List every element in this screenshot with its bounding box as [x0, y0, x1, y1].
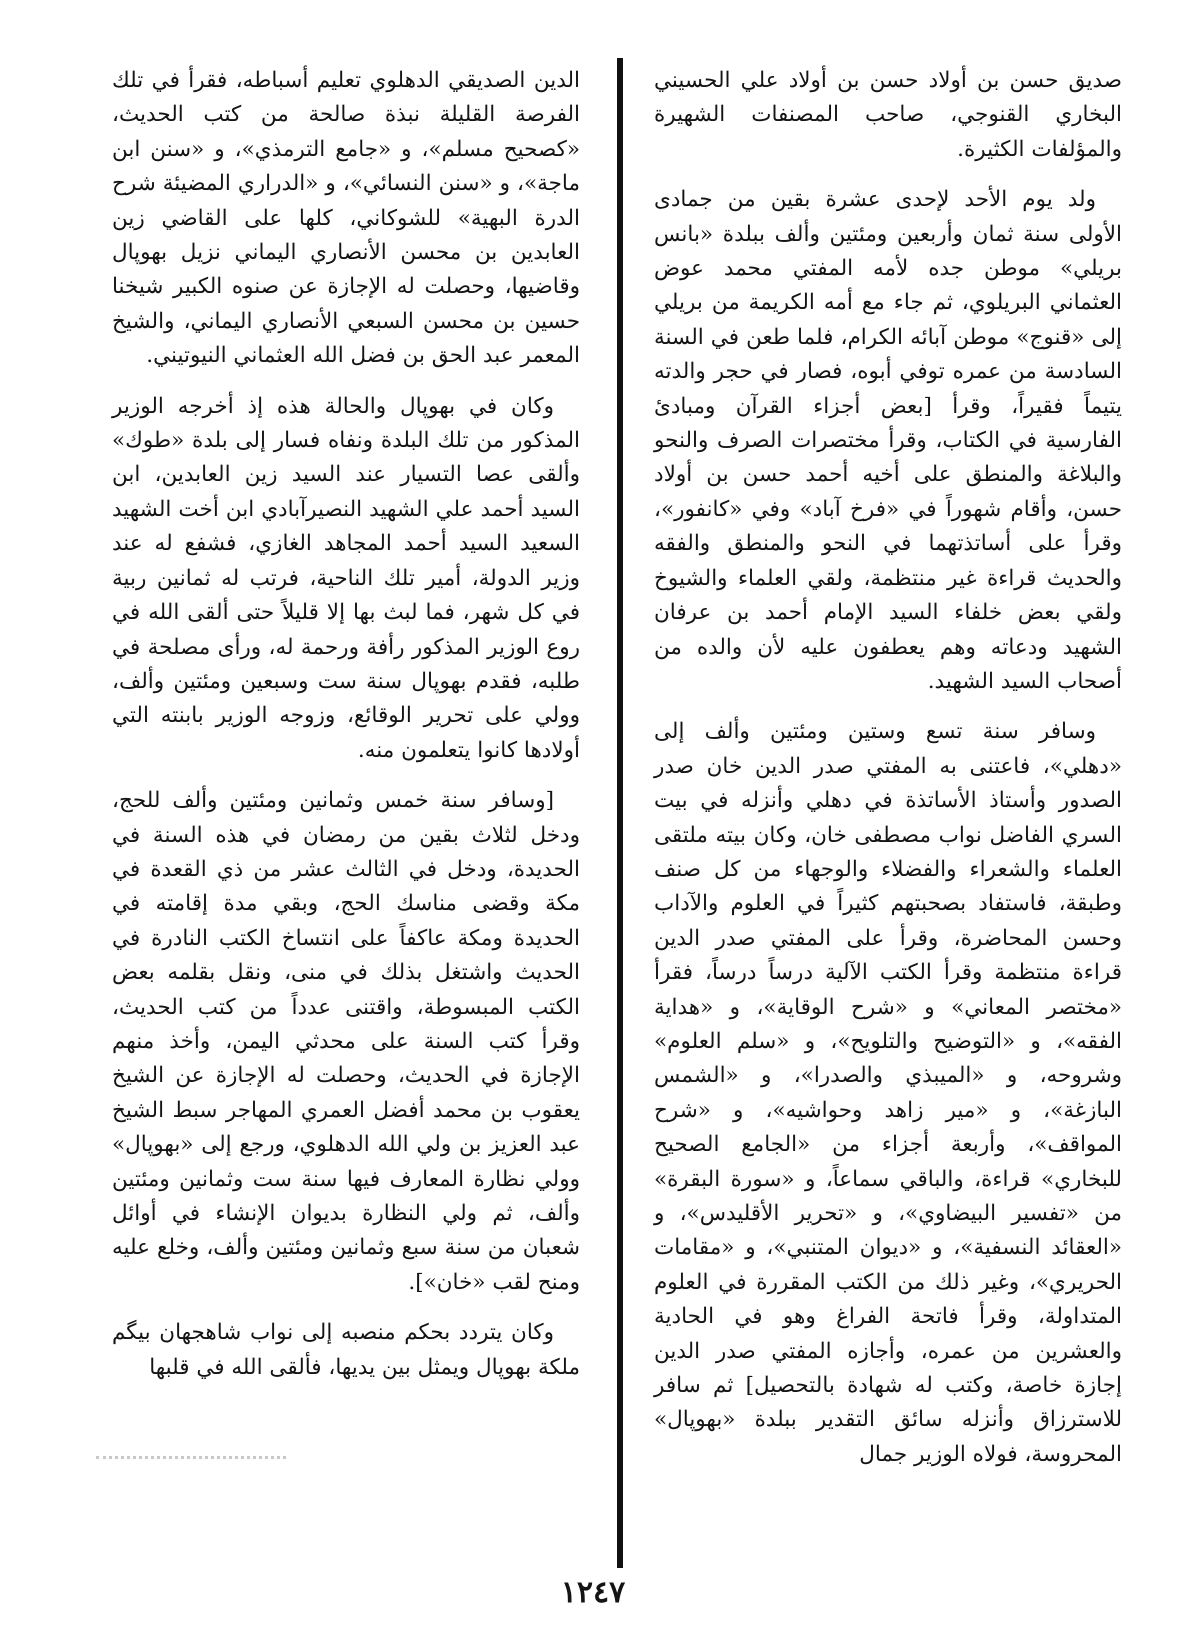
paragraph-nawab: وكان يتردد بحكم منصبه إلى نواب شاهجهان بيگم ملكة بهوپال ويمثل بين يديها، فألقى الله في قلبها: [112, 1320, 580, 1380]
left-column: [112, 64, 580, 1401]
paragraph-bhopal: وكان في بهوپال والحالة هذه إذ أخرجه الوزير المذكور من تلك البلدة ونفاه فسار إلى بلدة «طوك» وألقى عصا التسيار عند السيد زين العابدين، ابن السيد أحمد علي الشهيد النصيرآبادي ابن أخت الشهيد السعيد السيد أحمد المجاهد الغازي، فشفع له عند وزير الدولة، أمير تلك الناحية، فرتب له ثمانين ربية في كل شهر، فما لبث بها إلا قليلاً حتى ألقى الله في روع الوزير المذكور رأفة ورحمة له، ورأى مصلحة في طلبه، فقدم بهوپال سنة ست وسبعين ومئتين وألف، وولي على تحرير الوقائع، وزوجه الوزير بابنته التي أولادها كانوا يتعلمون منه.: [112, 393, 580, 763]
right-column: [654, 64, 1122, 1488]
paragraph-birth: ولد يوم الأحد لإحدى عشرة بقين من جمادى الأولى سنة ثمان وأربعين ومئتين وألف ببلدة «بانس بريلي» موطن جده لأمه المفتي محمد عوض العثماني البريلوي، ثم جاء مع أمه الكريمة من بريلي إلى «قنوج» موطن آبائه الكرام، فلما طعن في السنة السادسة من عمره توفي أبوه، فصار في حجر والدته يتيماً فقيراً، وقرأ [بعض أجزاء القرآن ومبادئ الفارسية في الكتاب، وقرأ مختصرات الصرف والنحو والبلاغة والمنطق على أخيه أحمد حسن بن أولاد حسن، وأقام شهوراً في «فرخ آباد» وفي «كانفور»، وقرأ على أساتذتهما في النحو والمنطق والفقه والحديث قراءة غير منتظمة، ولقي العلماء والشيوخ ولقي بعض خلفاء السيد الإمام أحمد بن عرفان الشهيد ودعاته وهم يعطفون عليه لأن والده من أصحاب السيد الشهيد.: [654, 187, 1122, 694]
column-divider: [617, 58, 623, 1568]
paragraph-hadith-study: الدين الصديقي الدهلوي تعليم أسباطه، فقرأ في تلك الفرصة القليلة نبذة صالحة من كتب الحديث، «كصحيح مسلم»، و «جامع الترمذي»، و «سنن ابن ماجة»، و «سنن النسائي»، و «الدراري المضيئة شرح الدرة البهية» للشوكاني، كلها على القاضي زين العابدين بن محسن الأنصاري اليماني نزيل بهوپال وقاضيها، وحصلت له الإجازة عن صنوه الكبير شيخنا حسين بن محسن السبعي الأنصاري اليماني، والشيخ المعمر عبد الحق بن فضل الله العثماني النيوتيني.: [112, 68, 580, 369]
print-dots-decoration: [96, 1456, 286, 1463]
paragraph-delhi: وسافر سنة تسع وستين ومئتين وألف إلى «دهلي»، فاعتنى به المفتي صدر الدين خان صدر الصدور وأستاذ الأساتذة في دهلي وأنزله في بيت السري الفاضل نواب مصطفى خان، وكان بيته ملتقى العلماء والشعراء والفضلاء والوجهاء من كل صنف وطبقة، فاستفاد بصحبتهم كثيراً في العلوم والآداب وحسن المحاضرة، وقرأ على المفتي صدر الدين قراءة منتظمة وقرأ الكتب الآلية درساً درساً، فقرأ «مختصر المعاني» و «شرح الوقاية»، و «هداية الفقه»، و «التوضيح والتلويح»، و «سلم العلوم» وشروحه، و «الميبذي والصدرا»، و «الشمس البازغة»، و «مير زاهد وحواشيه»، و «شرح المواقف»، وأربعة أجزاء من «الجامع الصحيح للبخاري» قراءة، والباقي سماعاً، و «سورة البقرة» من «تفسير البيضاوي»، و «تحرير الأقليدس»، و «العقائد النسفية»، و «ديوان المتنبي»، و «مقامات الحريري»، وغير ذلك من الكتب المقررة في العلوم المتداولة، وقرأ فاتحة الفراغ وهو في الحادية والعشرين من عمره، وأجازه المفتي صدر الدين إجازة خاصة، وكتب له شهادة بالتحصيل] ثم سافر للاسترزاق وأنزله سائق التقدير ببلدة «بهوپال» المحروسة، فولاه الوزير جمال: [654, 719, 1122, 1467]
paragraph-intro: صديق حسن بن أولاد حسن بن أولاد علي الحسيني البخاري القنوجي، صاحب المصنفات الشهيرة والمؤلفات الكثيرة.: [654, 68, 1122, 162]
page-number: ١٢٤٧: [560, 1575, 626, 1610]
paragraph-hajj: [وسافر سنة خمس وثمانين ومئتين وألف للحج، ودخل لثلاث بقين من رمضان في هذه السنة في الحديدة، ودخل في الثالث عشر من ذي القعدة في مكة وقضى مناسك الحج، وبقي مدة إقامته في الحديدة ومكة عاكفاً على انتساخ الكتب النادرة في الحديث واشتغل بذلك في منى، ونقل بقلمه بعض الكتب المبسوطة، واقتنى عدداً من كتب الحديث، وقرأ كتب السنة على محدثي اليمن، وأخذ منهم الإجازة في الحديث، وحصلت له الإجازة عن الشيخ يعقوب بن محمد أفضل العمري المهاجر سبط الشيخ عبد العزيز بن ولي الله الدهلوي، ورجع إلى «بهوپال» وولي نظارة المعارف فيها سنة ست وثمانين ومئتين وألف، ثم ولي النظارة بديوان الإنشاء في أوائل شعبان من سنة سبع وثمانين ومئتين وألف، وخلع عليه ومنح لقب «خان»].: [112, 788, 580, 1295]
